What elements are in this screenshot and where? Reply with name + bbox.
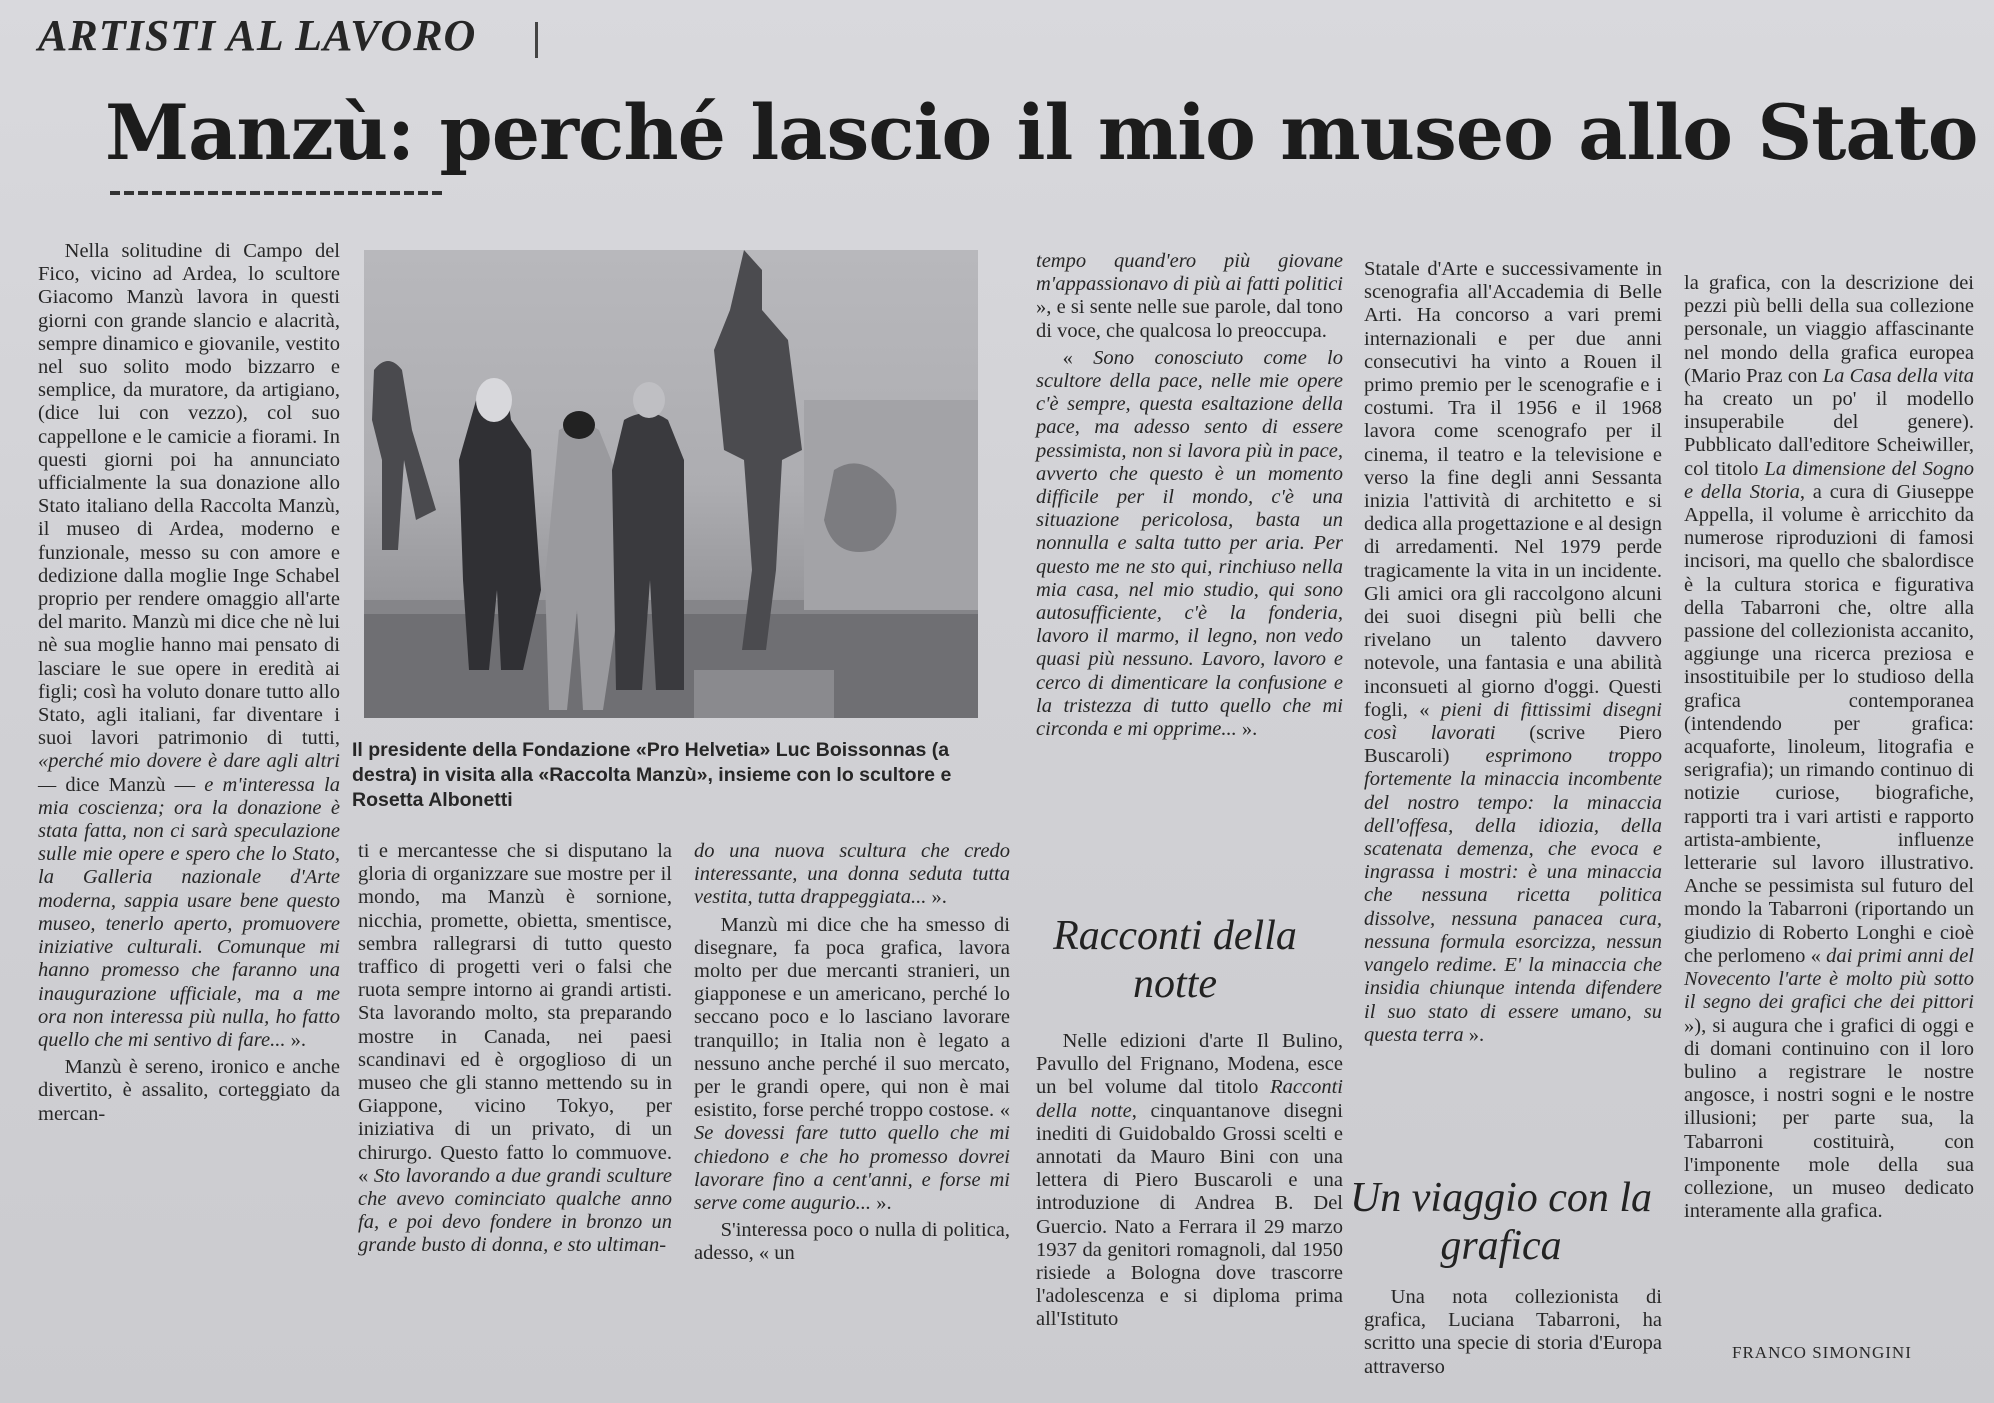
article-column-6 <box>1684 272 1974 1223</box>
article-column-5 <box>1364 258 1662 1047</box>
paragraph: S'interessa poco o nulla di politica, adesso, « un <box>694 1219 1010 1265</box>
subheading-racconti: Racconti della notte <box>1053 913 1297 1007</box>
kicker-divider <box>535 22 538 58</box>
article-column-4-bottom <box>1036 1030 1343 1332</box>
photo-caption: Il presidente della Fondazione «Pro Helvetia» Luc Boissonnas (a destra) in visita alla «Raccolta Manzù», insieme con lo scultore e Rosetta Albonetti <box>352 739 952 811</box>
section-kicker: ARTISTI AL LAVORO <box>38 11 477 60</box>
paragraph: do una nuova scultura che credo interessante, una donna seduta tutta vestita, tutta drappeggiata... ». <box>694 840 1010 909</box>
photo-image <box>364 250 978 718</box>
paragraph: ti e mercantesse che si disputano la gloria di organizzare sue mostre per il mondo, ma Manzù è sornione, nicchia, promette, obietta, smentisce, sembra rallegrarsi di tutto questo traffico di progetti veri o falsi che ruota sempre intorno ai grandi artisti. Sta lavorando molto, sta preparando mostre in Canada, nei paesi scandinavi ed è orgoglioso di un museo che gli stanno mettendo su in Giappone, vicino Tokyo, per iniziativa di un privato, di un chirurgo. Questo fatto lo commuove. « Sto lavorando a due grandi sculture che avevo cominciato qualche anno fa, e poi devo fondere in bronzo un grande busto di donna, e sto ultiman- <box>358 840 672 1257</box>
article-column-1 <box>38 240 340 1126</box>
headline-underline <box>110 191 445 195</box>
paragraph: « Sono conosciuto come lo scultore della pace, nelle mie opere c'è sempre, questa esaltazione della pace, ma adesso sento di essere pessimista, non si lavora più in pace, avverto che questo è un momento difficile per il mondo, c'è una situazione pericolosa, basta un nonnulla e salta tutto per aria. Per questo me ne sto qui, rinchiuso nella mia casa, nel mio studio, qui sono autosufficiente, c'è la fonderia, lavoro il marmo, il legno, non vedo quasi più nessuno. Lavoro, lavoro e cerco di dimenticare la confusione e la tristezza di tutto quello che mi circonda e mi opprime... ». <box>1036 346 1344 741</box>
paragraph: tempo quand'ero più giovane m'appassionavo di più ai fatti politici », e si sente nelle sue parole, dal tono di voce, che qualcosa lo preoccupa. <box>1036 250 1343 342</box>
paragraph: Manzù mi dice che ha smesso di disegnare, fa poca grafica, lavora molto per due mercanti stranieri, un giapponese e un americano, perché lo seccano poco e lo lasciano lavorare tranquillo; in Italia non è legato a nessuno anche perché il suo mercato, per le grandi opere, qui non è mai esistito, forse perché troppo costose. « Se dovessi fare tutto quello che mi chiedono e che ho promesso dovrei lavorare fino a cent'anni, e forse mi serve come augurio... ». <box>694 913 1010 1215</box>
paragraph: Nelle edizioni d'arte Il Bulino, Pavullo del Frignano, Modena, esce un bel volume dal titolo Racconti della notte, cinquantanove disegni inediti di Guidobaldo Grossi scelti e annotati da Mauro Bini con una lettera di Piero Buscaroli e una introduzione di Andrea B. Del Guercio. Nato a Ferrara il 29 marzo 1937 da genitori romagnoli, dal 1950 risiede a Bologna dove trascorre l'adolescenza e si diploma prima all'Istituto <box>1036 1030 1343 1331</box>
paragraph: Manzù è sereno, ironico e anche divertito, è assalito, corteggiato da mercan- <box>38 1056 340 1125</box>
author-byline: FRANCO SIMONGINI <box>1732 1343 1912 1362</box>
article-column-5-bottom <box>1364 1286 1662 1379</box>
article-column-2 <box>358 840 672 1258</box>
paragraph: Statale d'Arte e successivamente in scenografia all'Accademia di Belle Arti. Ha concorso a vari premi internazionali e per due anni consecutivi ha vinto a Rouen il primo premio per le scenografie e i costumi. Tra il 1956 e il 1968 lavora come scenografo per il cinema, il teatro e la televisione e verso la fine degli anni Sessanta inizia l'attività di architetto e si dedica alla progettazione e al design di arredamenti. Nel 1979 perde tragicamente la vita in un incidente. Gli amici ora gli raccolgono alcuni dei suoi disegni più belli che rivelano un talento davvero notevole, una fantasia e una abilità inconsueti al giorno d'oggi. Questi fogli, « pieni di fittissimi disegni così lavorati (scrive Piero Buscaroli) esprimono troppo fortemente la minaccia incombente del nostro tempo: la minaccia dell'offesa, della idiozia, della scatenata demenza, che evoca e ingrassa i mostri: è una minaccia che nessuna ricetta politica dissolve, nessuna panacea cura, nessuna formula esorcizza, nessun vangelo redime. E' la minaccia che insidia chiunque intenda difendere il suo stato di essere umano, su questa terra ». <box>1364 258 1662 1046</box>
subheading-viaggio: Un viaggio con la grafica <box>1349 1175 1653 1269</box>
paragraph: la grafica, con la descrizione dei pezzi più belli della sua collezione personale, un viaggio affascinante nel mondo della grafica europea (Mario Praz con La Casa della vita ha creato un po' il modello insuperabile del genere). Pubblicato dall'editore Scheiwiller, col titolo La dimensione del Sogno e della Storia, a cura di Giuseppe Appella, il volume è arricchito da numerose riproduzioni di famosi incisori, ma quello che sbalordisce è la cultura storica e figurativa della Tabarroni che, oltre alla passione del collezionista accanito, aggiunge una ricerca preziosa e insostituibile per lo studioso della grafica contemporanea (intendendo per grafica: acquaforte, linoleum, litografia e serigrafia); un rimando continuo di notizie curiose, biografiche, rapporti tra i vari artisti e rapporto artista-ambiente, influenze letterarie sul lavoro illustrativo. Anche se pessimista sul futuro del mondo la Tabarroni (riportando un giudizio di Roberto Longhi e cioè che perlomeno « dai primi anni del Novecento l'arte è molto più sotto il segno dei grafici che dei pittori »), si augura che i grafici di oggi e di domani continuino con il loro bulino a registrare le nostre angosce, i nostri sogni e le nostre illusioni; per parte sua, la Tabarroni costituirà, con l'imponente mole della sua collezione, un museo dedicato interamente alla grafica. <box>1684 272 1974 1223</box>
article-column-3 <box>694 840 1010 1266</box>
paragraph: Nella solitudine di Campo del Fico, vicino ad Ardea, lo scultore Giacomo Manzù lavora in questi giorni con grande slancio e alacrità, sempre dinamico e giovanile, vestito nel suo solito modo bizzarro e semplice, da muratore, da artigiano, (dice lui con vezzo), col suo cappellone e le camicie a fiorami. In questi giorni poi ha annunciato ufficialmente la sua donazione allo Stato italiano della Raccolta Manzù, il museo di Ardea, moderno e funzionale, messo su con amore e dedizione dalla moglie Inge Schabel proprio per rendere omaggio all'arte del marito. Manzù mi dice che nè lui nè sua moglie hanno mai pensato di lasciare le sue opere in eredità ai figli; così ha voluto donare tutto allo Stato, agli italiani, far diventare i suoi lavori patrimonio di tutti, «perché mio dovere è dare agli altri — dice Manzù — e m'interessa la mia coscienza; ora la donazione è stata fatta, non ci sarà speculazione sulle mie opere e spero che lo Stato, la Galleria nazionale d'Arte moderna, sappia usare bene questo museo, tenerlo aperto, promuovere iniziative culturali. Comunque mi hanno promesso che faranno una inaugurazione ufficiale, ma a me ora non interessa più nulla, ho fatto quello che mi sentivo di fare... ». <box>38 240 340 1051</box>
article-headline: Manzù: perché lascio il mio museo allo Stato <box>105 88 1978 177</box>
article-photo <box>364 250 978 718</box>
paragraph: Una nota collezionista di grafica, Luciana Tabarroni, ha scritto una specie di storia d'Europa attraverso <box>1364 1286 1662 1378</box>
article-column-4 <box>1036 250 1343 741</box>
